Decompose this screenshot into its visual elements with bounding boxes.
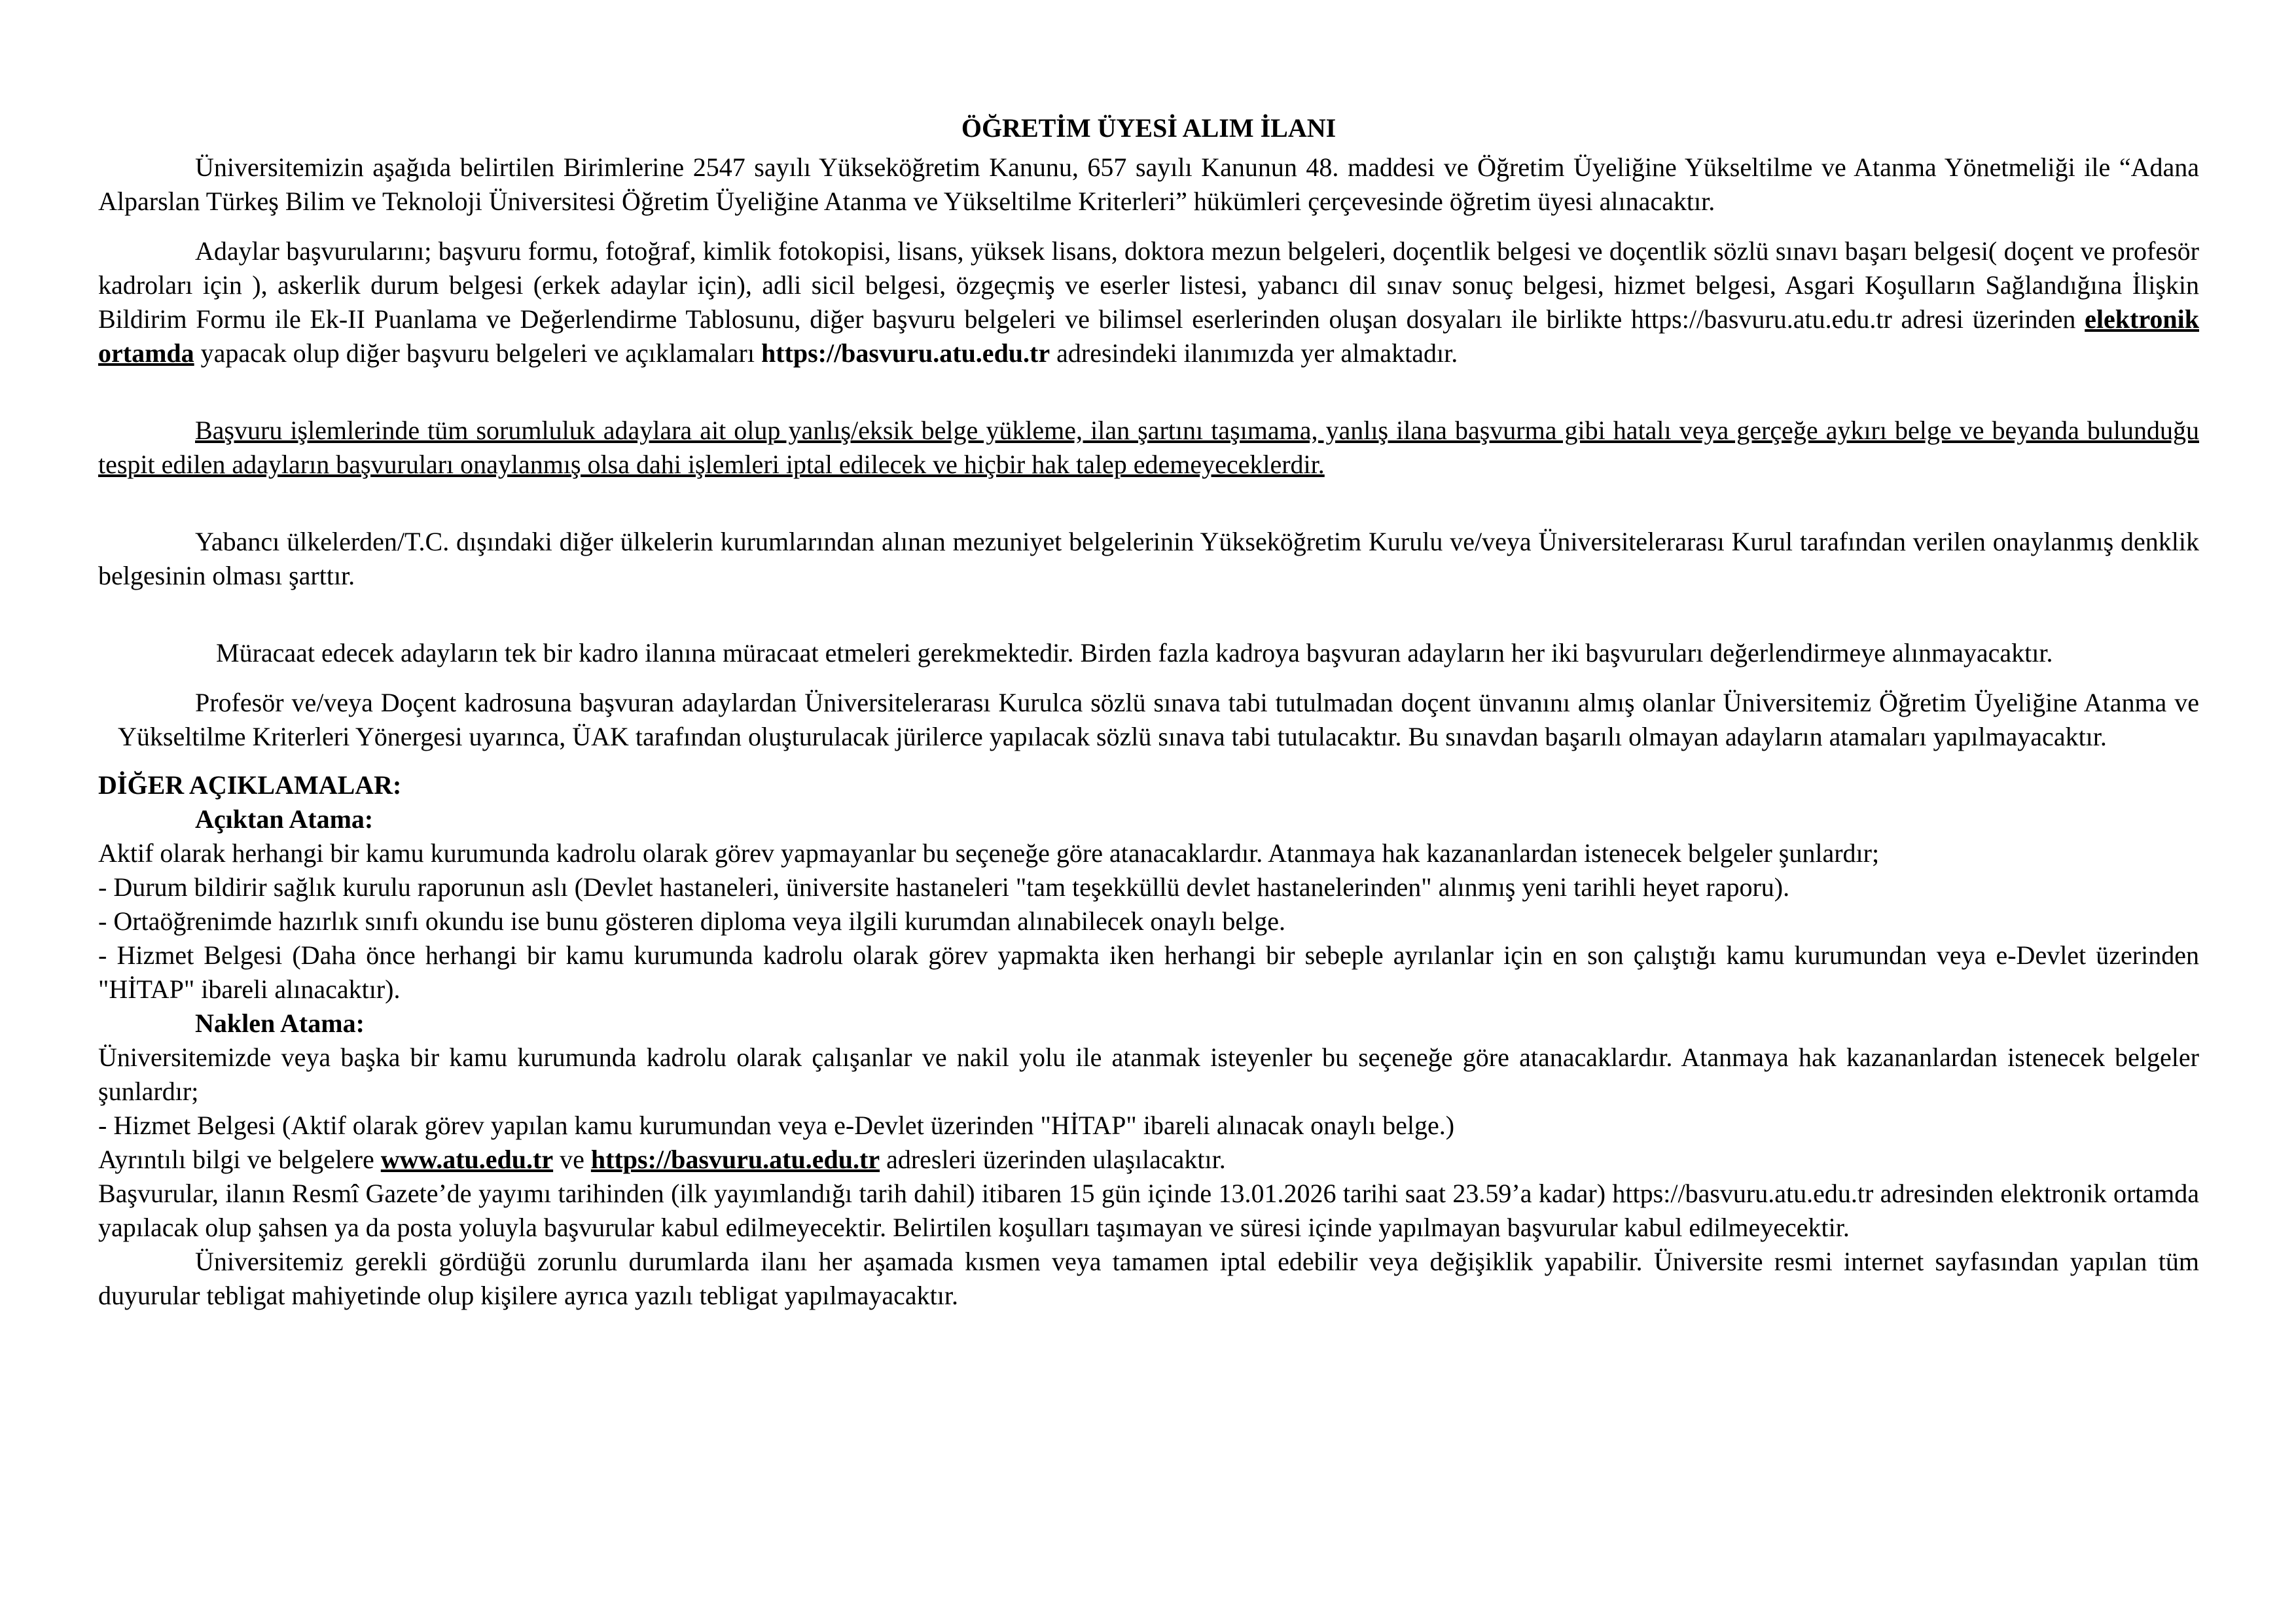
deadline-paragraph: Başvurular, ilanın Resmî Gazete’de yayımı tarihinden (ilk yayımlandığı tarih dahil) itibaren 15 gün içinde 13.01.2026 tarihi saat 23.59’a kadar) https://basvuru.atu.edu.tr adresinden elektronik ortamda yapılacak olup şahsen ya da posta yoluyla başvurular kabul edilmeyecektir. Belirtilen koşulları taşımayan ve süresi içinde yapılmayan başvurular kabul edilmeyecektir. [98, 1179, 2199, 1242]
info-text-c: adresleri üzerinden ulaşılacaktır. [880, 1145, 1226, 1174]
open-appointment-item: - Ortaöğrenimde hazırlık sınıfı okundu ise bunu gösteren diploma veya ilgili kurumdan alınabilecek onaylı belge. [98, 906, 1285, 936]
page-title: ÖĞRETİM ÜYESİ ALIM İLANI [961, 113, 1336, 143]
single-application-paragraph: Müracaat edecek adayların tek bir kadro ilanına müracaat etmeleri gerekmektedir. Birden fazla kadroya başvuran adayların her iki başvuruları değerlendirmeye alınmayacaktır. [216, 638, 2053, 668]
open-appointment-intro: Aktif olarak herhangi bir kamu kurumunda kadrolu olarak görev yapmayanlar bu seçeneğe göre atanacaklardır. Atanmaya hak kazananlardan istenecek belgeler şunlardır; [98, 838, 1880, 868]
university-website-link[interactable]: www.atu.edu.tr [380, 1145, 554, 1174]
info-text-b: ve [553, 1145, 591, 1174]
electronic-emphasis: elektronik ortamda [98, 304, 2199, 368]
application-paragraph [98, 234, 2199, 370]
info-paragraph [98, 1143, 2199, 1177]
application-text-a: Adaylar başvurularını; başvuru formu, fotoğraf, kimlik fotokopisi, lisans, yüksek lisans, doktora mezun belgeleri, doçentlik belgesi ve doçentlik sözlü sınavı başarı belgesi( doçent ve profesör kadroları için ), askerlik durum belgesi (erkek adaylar için), adli sicil belgesi, özgeçmiş ve eserler listesi, yabancı dil sınav sonuç belgesi, hizmet belgesi, Asgari Koşulların Sağlandığına İlişkin Bildirim Formu ile Ek-II Puanlama ve Değerlendirme Tablosunu, diğer başvuru belgeleri ve bilimsel eserlerinden oluşan dosyaları ile birlikte https://basvuru.atu.edu.tr adresi üzerinden [98, 236, 2199, 334]
open-appointment-heading: Açıktan Atama: [195, 804, 374, 834]
open-appointment-item: - Hizmet Belgesi (Daha önce herhangi bir kamu kurumunda kadrolu olarak görev yapmakta iken herhangi bir sebeple ayrılanlar için en son çalıştığı kamu kurumundan veya e-Devlet üzerinden "HİTAP" ibareli alınacaktır). [98, 940, 2199, 1004]
responsibility-paragraph: Başvuru işlemlerinde tüm sorumluluk adaylara ait olup yanlış/eksik belge yükleme, ilan şartını taşımama, yanlış ilana başvurma gibi hatalı veya gerçeğe aykırı belge ve beyanda bulunduğu tespit edilen adayların başvuruları onaylanmış olsa dahi işlemleri iptal edilecek ve hiçbir hak talep edemeyeceklerdir. [98, 416, 2199, 479]
oral-exam-paragraph: Profesör ve/veya Doçent kadrosuna başvuran adaylardan Üniversitelerarası Kurulca sözlü sınava tabi tutulmadan doçent ünvanını almış olanlar Üniversitemiz Öğretim Üyeliğine Atanma ve Yükseltilme Kriterleri Yönergesi uyarınca, ÜAK tarafından oluşturulacak jürilerce yapılacak sözlü sınava tabi tutulacaktır. Bu sınavdan başarılı olmayan adayların atamaları yapılmayacaktır. [118, 688, 2199, 751]
transfer-appointment-heading: Naklen Atama: [195, 1008, 365, 1038]
application-text-b: yapacak olup diğer başvuru belgeleri ve açıklamaları [194, 338, 761, 368]
announcement-page [98, 111, 2199, 1313]
info-text-a: Ayrıntılı bilgi ve belgelere [98, 1145, 381, 1174]
application-text-c: adresindeki ilanımızda yer almaktadır. [1050, 338, 1458, 368]
transfer-appointment-item: - Hizmet Belgesi (Aktif olarak görev yapılan kamu kurumundan veya e-Devlet üzerinden "HİTAP" ibareli alınacak onaylı belge.) [98, 1111, 1455, 1140]
application-portal-link[interactable]: https://basvuru.atu.edu.tr [761, 338, 1050, 368]
application-website-link[interactable]: https://basvuru.atu.edu.tr [590, 1145, 880, 1174]
intro-paragraph: Üniversitemizin aşağıda belirtilen Birimlerine 2547 sayılı Yükseköğretim Kanunu, 657 sayılı Kanunun 48. maddesi ve Öğretim Üyeliğine Yükseltilme ve Atanma Yönetmeliği ile “Adana Alparslan Türkeş Bilim ve Teknoloji Üniversitesi Öğretim Üyeliğine Atanma ve Yükseltilme Kriterleri” hükümleri çerçevesinde öğretim üyesi alınacaktır. [98, 152, 2199, 216]
other-explanations-heading: DİĞER AÇIKLAMALAR: [98, 770, 402, 800]
transfer-appointment-intro: Üniversitemizde veya başka bir kamu kurumunda kadrolu olarak çalışanlar ve nakil yolu ile atanmak isteyenler bu seçeneğe göre atanacaklardır. Atanmaya hak kazananlardan istenecek belgeler şunlardır; [98, 1043, 2199, 1106]
equivalence-paragraph: Yabancı ülkelerden/T.C. dışındaki diğer ülkelerin kurumlarından alınan mezuniyet belgelerinin Yükseköğretim Kurulu ve/veya Üniversitelerarası Kurul tarafından verilen onaylanmış denklik belgesinin olması şarttır. [98, 527, 2199, 590]
open-appointment-item: - Durum bildirir sağlık kurulu raporunun aslı (Devlet hastaneleri, üniversite hastaneleri "tam teşekküllü devlet hastanelerinden" alınmış yeni tarihli heyet raporu). [98, 872, 1790, 902]
closing-paragraph: Üniversitemiz gerekli gördüğü zorunlu durumlarda ilanı her aşamada kısmen veya tamamen iptal edebilir veya değişiklik yapabilir. Üniversite resmi internet sayfasından yapılan tüm duyurular tebligat mahiyetinde olup kişilere ayrıca yazılı tebligat yapılmayacaktır. [98, 1247, 2199, 1310]
